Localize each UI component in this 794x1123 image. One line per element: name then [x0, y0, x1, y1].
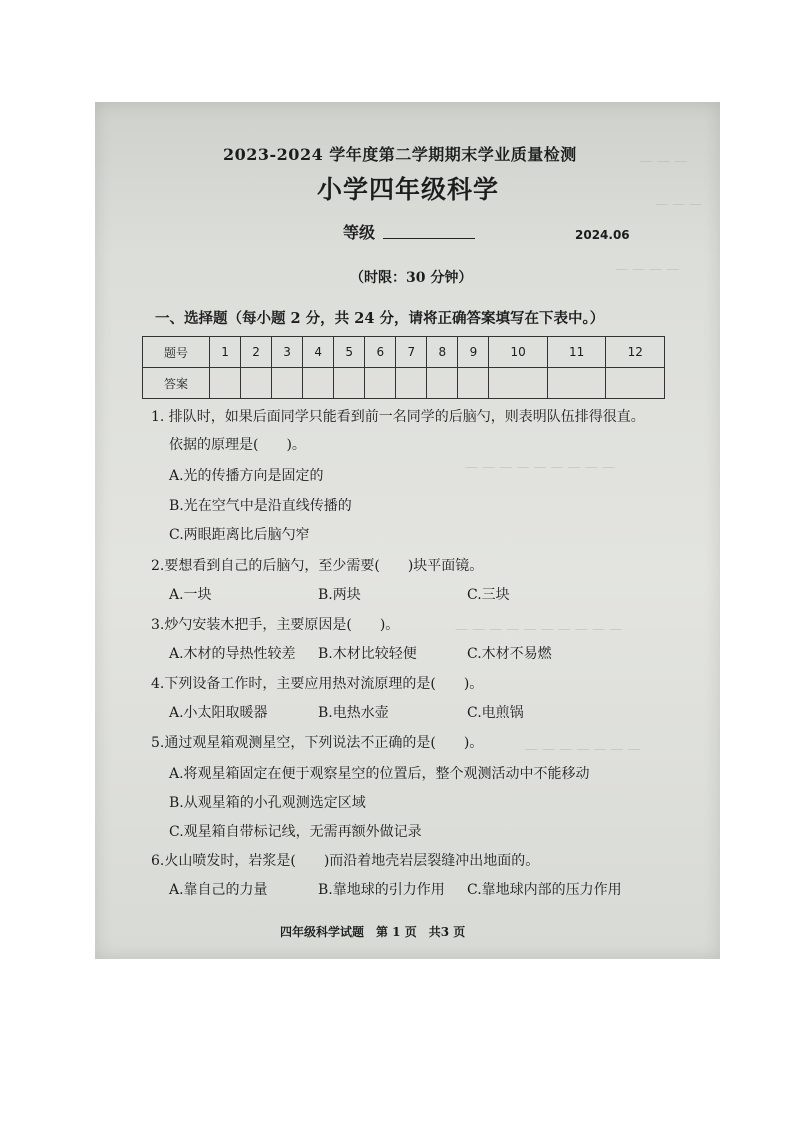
- question-5-option-b[interactable]: B.从观星箱的小孔观测选定区域: [169, 795, 366, 811]
- question-1-option-a[interactable]: A.光的传播方向是固定的: [169, 468, 324, 484]
- question-4-option-b[interactable]: B.电热水壶: [318, 705, 389, 721]
- page-title: 小学四年级科学: [317, 175, 500, 204]
- exam-title: 2023-2024 学年度第二学期期末学业质量检测: [223, 145, 577, 164]
- question-number: 5: [334, 337, 365, 368]
- question-number: 7: [396, 337, 427, 368]
- question-number: 2: [241, 337, 272, 368]
- question-3-stem: 3.炒勺安装木把手，主要原因是( )。: [151, 617, 400, 633]
- time-limit: （时限：30 分钟）: [350, 270, 473, 286]
- question-number: 11: [547, 337, 606, 368]
- question-5-option-a[interactable]: A.将观星箱固定在便于观察星空的位置后，整个观测活动中不能移动: [169, 766, 590, 782]
- question-2-stem: 2.要想看到自己的后脑勺，至少需要( )块平面镜。: [151, 558, 484, 574]
- question-6-stem: 6.火山喷发时，岩浆是( )而沿着地壳岩层裂缝冲出地面的。: [151, 853, 540, 869]
- grade-label: 等级: [343, 223, 376, 242]
- question-4-option-a[interactable]: A.小太阳取暖器: [169, 705, 268, 721]
- question-1-stem-cont: 依据的原理是( )。: [169, 437, 306, 453]
- question-2-option-b[interactable]: B.两块: [318, 587, 361, 603]
- photo-vignette: [95, 102, 720, 959]
- question-1-option-b[interactable]: B.光在空气中是沿直线传播的: [169, 498, 352, 514]
- question-1-stem: 1. 排队时，如果后面同学只能看到前一名同学的后脑勺，则表明队伍排得很直。: [151, 409, 645, 425]
- question-4-option-c[interactable]: C.电煎锅: [467, 705, 524, 721]
- question-4-stem: 4.下列设备工作时，主要应用热对流原理的是( )。: [151, 676, 484, 692]
- exam-paper-photo: — — — — — — — — — — — — — — — — — — — — — — — — — — — — — — — — — — — — 2023-2024 学年度第二学期期末学业质量检测 小学四年级科学 等级 2024.06 （时限：30 分钟） 一、选择题（每小题 2 分，共 24 分，请将正确答案填写在下表中。） 题号 1 2 3 4 5 6 7 8 9 10 11 12 答案 1. 排队时，如果后面同学只能看到前一名同学的后脑勺，则表明队伍排得很直。 依据的原理是( )。 A.光的传播方向是固定的 B.光在空气中是沿直线传播的 C.两眼距离比后脑勺窄 2.要想看到自己的后脑勺，至少需要( )块平面镜。 A.一块 B.两块 C.三块 3.炒勺安装木把手，主要原因是( )。 A.木材的导热性较差 B.木材比较轻便 C.木材不易燃 4.下列设备工作时，主要应用热对流原理的是( )。 A.小太阳取暖器 B.电热水壶 C.电煎锅 5.通过观星箱观测星空，下列说法不正确的是( )。 A.将观星箱固定在便于观察星空的位置后，整个观测活动中不能移动 B.从观星箱的小孔观测选定区域 C.观星箱自带标记线，无需再额外做记录 6.火山喷发时，岩浆是( )而沿着地壳岩层裂缝冲出地面的。 A.靠自己的力量 B.靠地球的引力作用 C.靠地球内部的压力作用 四年级科学试题 第 1 页 共3 页: [95, 102, 720, 959]
- question-number: 3: [272, 337, 303, 368]
- row-label-number: 题号: [143, 337, 210, 368]
- question-6-option-a[interactable]: A.靠自己的力量: [169, 882, 268, 898]
- question-number: 4: [303, 337, 334, 368]
- question-number: 10: [489, 337, 548, 368]
- question-1-option-c[interactable]: C.两眼距离比后脑勺窄: [169, 527, 310, 543]
- question-number: 8: [427, 337, 458, 368]
- question-3-option-a[interactable]: A.木材的导热性较差: [169, 646, 296, 662]
- question-2-option-a[interactable]: A.一块: [169, 587, 212, 603]
- question-number: 12: [606, 337, 665, 368]
- row-label-answer: 答案: [143, 368, 210, 399]
- section-title: 一、选择题（每小题 2 分，共 24 分，请将正确答案填写在下表中。）: [155, 310, 605, 327]
- question-5-option-c[interactable]: C.观星箱自带标记线，无需再额外做记录: [169, 824, 422, 840]
- page-footer: 四年级科学试题 第 1 页 共3 页: [280, 925, 466, 939]
- question-6-option-b[interactable]: B.靠地球的引力作用: [318, 882, 445, 898]
- question-number: 9: [458, 337, 489, 368]
- question-6-option-c[interactable]: C.靠地球内部的压力作用: [467, 882, 622, 898]
- question-3-option-c[interactable]: C.木材不易燃: [467, 646, 552, 662]
- exam-date: 2024.06: [575, 228, 630, 242]
- question-3-option-b[interactable]: B.木材比较轻便: [318, 646, 417, 662]
- question-number: 1: [210, 337, 241, 368]
- question-number: 6: [365, 337, 396, 368]
- question-5-stem: 5.通过观星箱观测星空，下列说法不正确的是( )。: [151, 735, 484, 751]
- question-2-option-c[interactable]: C.三块: [467, 587, 510, 603]
